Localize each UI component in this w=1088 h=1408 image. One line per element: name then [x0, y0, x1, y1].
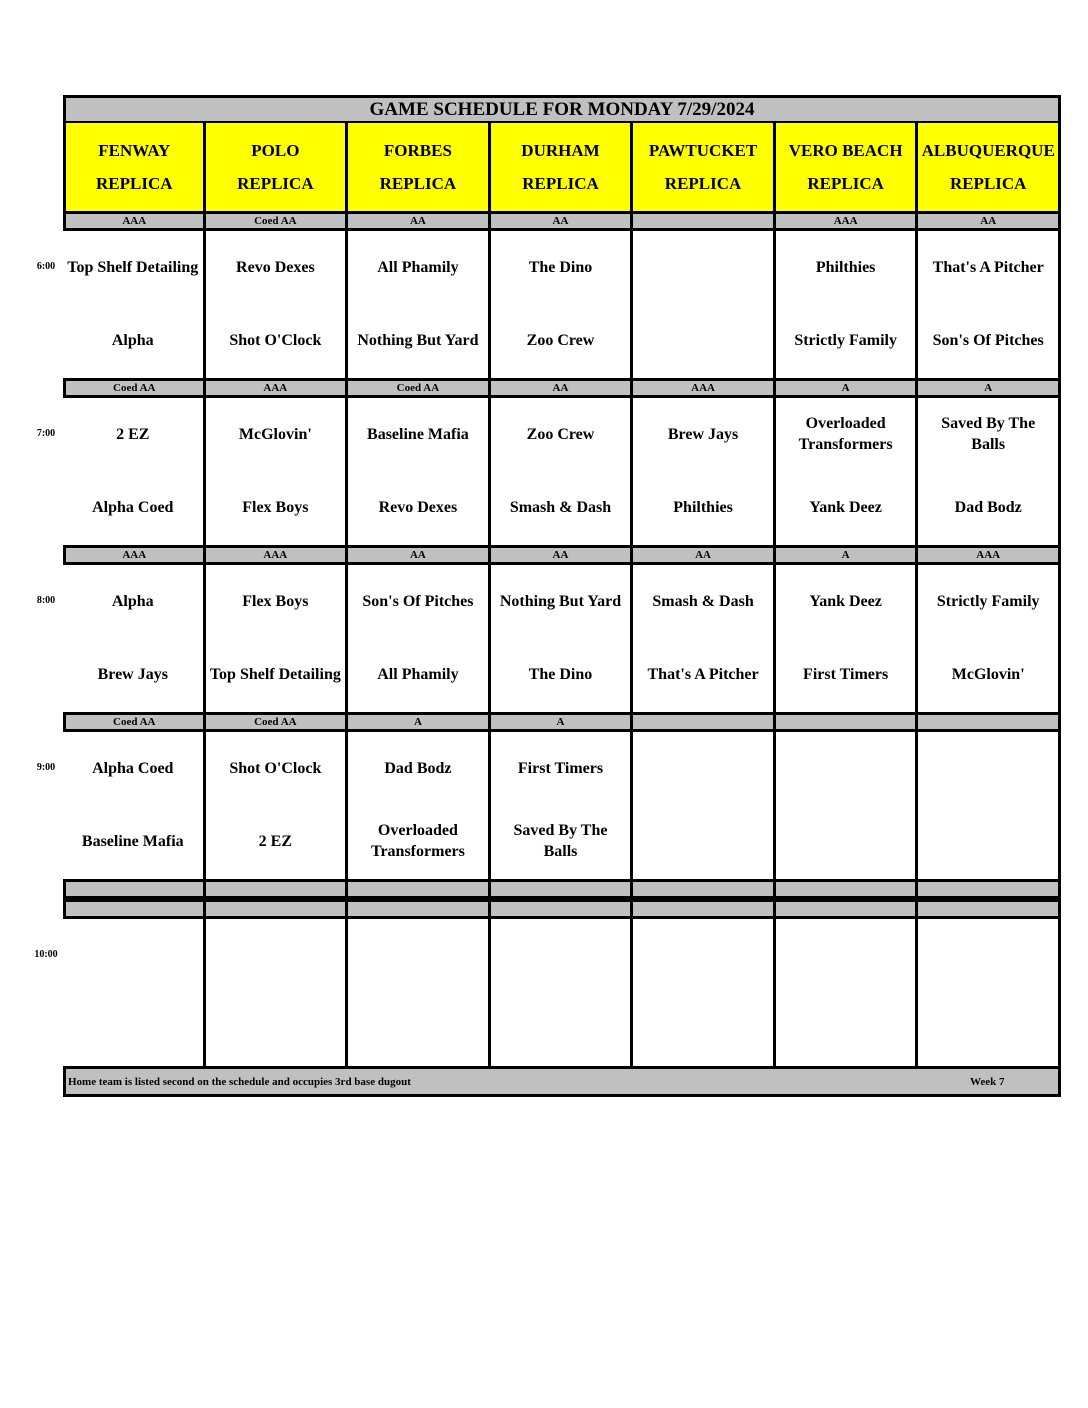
game-cell — [206, 919, 349, 1066]
field-header-forbes — [348, 123, 491, 211]
game-cell — [348, 398, 491, 545]
game-cell — [206, 398, 349, 545]
field-header-row — [63, 123, 1061, 211]
home-team: Philthies — [673, 498, 733, 516]
division-label — [63, 899, 206, 919]
game-cell — [63, 565, 206, 712]
division-label: AA — [348, 545, 491, 565]
field-name: ALBUQUERQUE — [921, 141, 1055, 160]
division-label: Coed AA — [206, 211, 349, 231]
away-team — [776, 744, 916, 792]
home-team: 2 EZ — [258, 832, 293, 850]
game-cell — [776, 565, 919, 712]
away-team: Philthies — [815, 258, 876, 276]
field-name: DURHAM — [521, 141, 600, 160]
field-sub: REPLICA — [807, 174, 884, 193]
away-team: Smash & Dash — [652, 592, 754, 610]
away-team: Overloaded Transformers — [798, 415, 893, 453]
field-header-pawtucket — [633, 123, 776, 211]
away-team — [348, 931, 488, 979]
away-team: Brew Jays — [667, 425, 739, 443]
away-team — [63, 931, 203, 979]
field-header-polo — [206, 123, 349, 211]
game-cell — [633, 231, 776, 378]
away-team — [633, 744, 773, 792]
division-label: AAA — [206, 378, 349, 398]
division-label: Coed AA — [348, 378, 491, 398]
away-team: Flex Boys — [242, 592, 309, 610]
game-cell — [206, 231, 349, 378]
game-cell — [776, 919, 919, 1066]
division-label: A — [776, 378, 919, 398]
time-label: 7:00 — [36, 428, 56, 439]
schedule-table — [34, 95, 1061, 1097]
game-cell — [776, 231, 919, 378]
division-label: AA — [491, 378, 634, 398]
field-name: FORBES — [383, 141, 452, 160]
game-cell — [63, 231, 206, 378]
game-row — [36, 398, 1061, 545]
away-team: All Phamily — [377, 258, 459, 276]
game-cell — [491, 732, 634, 879]
division-label: AA — [918, 211, 1061, 231]
home-team: Alpha Coed — [92, 498, 174, 516]
division-row — [63, 378, 1061, 398]
division-label: AAA — [206, 545, 349, 565]
game-cell — [776, 398, 919, 545]
game-cell — [918, 231, 1061, 378]
division-label — [348, 899, 491, 919]
home-team: The Dino — [528, 665, 593, 683]
game-row — [36, 231, 1061, 378]
division-label — [776, 712, 919, 732]
away-team: Shot O'Clock — [229, 759, 322, 777]
division-label — [633, 879, 776, 899]
week-label: Week 7 — [970, 1076, 1005, 1088]
away-team: Son's Of Pitches — [362, 592, 474, 610]
home-team: Saved By The Balls — [513, 822, 608, 860]
home-team: Flex Boys — [242, 498, 309, 516]
field-name: FENWAY — [98, 141, 171, 160]
game-cell — [918, 565, 1061, 712]
division-label — [206, 879, 349, 899]
away-team — [776, 931, 916, 979]
field-header-durham — [491, 123, 634, 211]
division-label — [918, 899, 1061, 919]
division-label: AA — [633, 545, 776, 565]
home-team: Revo Dexes — [378, 498, 458, 516]
footer-note: Home team is listed second on the schedule and occupies 3rd base dugout — [68, 1076, 411, 1088]
field-sub: REPLICA — [949, 174, 1027, 193]
away-team: Zoo Crew — [526, 425, 595, 443]
division-label: AAA — [63, 211, 206, 231]
away-team — [918, 931, 1058, 979]
game-cell — [348, 231, 491, 378]
home-team — [918, 817, 1058, 865]
field-header-vero-beach — [776, 123, 919, 211]
home-team: First Timers — [803, 665, 889, 683]
home-team: McGlovin' — [951, 665, 1025, 683]
game-cell — [491, 565, 634, 712]
home-team: Shot O'Clock — [229, 331, 322, 349]
division-label: Coed AA — [63, 378, 206, 398]
home-team — [633, 316, 773, 364]
away-team: Strictly Family — [936, 592, 1040, 610]
field-sub: REPLICA — [237, 174, 314, 193]
home-team: All Phamily — [377, 665, 459, 683]
game-cell — [63, 398, 206, 545]
division-label — [491, 879, 634, 899]
home-team: That's A Pitcher — [647, 665, 759, 683]
division-label: AAA — [776, 211, 919, 231]
away-team: McGlovin' — [238, 425, 312, 443]
division-label: AAA — [918, 545, 1061, 565]
away-team: Nothing But Yard — [499, 592, 622, 610]
game-cell — [63, 732, 206, 879]
game-row — [36, 732, 1061, 879]
away-team: Top Shelf Detailing — [67, 258, 199, 276]
schedule-title: GAME SCHEDULE FOR MONDAY 7/29/2024 — [63, 95, 1061, 123]
home-team: Overloaded Transformers — [370, 822, 465, 860]
game-cell — [776, 732, 919, 879]
game-cell — [348, 732, 491, 879]
division-row — [63, 899, 1061, 919]
division-row — [63, 879, 1061, 899]
game-cell — [63, 919, 206, 1066]
division-label: A — [348, 712, 491, 732]
division-label — [633, 712, 776, 732]
game-cell — [633, 565, 776, 712]
game-row — [34, 919, 1061, 1066]
division-label: AAA — [63, 545, 206, 565]
division-label: A — [776, 545, 919, 565]
game-cell — [633, 919, 776, 1066]
game-cell — [633, 398, 776, 545]
field-sub: REPLICA — [379, 174, 457, 193]
time-label: 10:00 — [34, 949, 58, 960]
away-team — [918, 744, 1058, 792]
home-team: Smash & Dash — [509, 498, 612, 516]
away-team: 2 EZ — [116, 425, 150, 443]
away-team: Saved By The Balls — [941, 415, 1036, 453]
division-label: AA — [491, 211, 634, 231]
division-label — [633, 899, 776, 919]
game-cell — [633, 732, 776, 879]
division-label — [918, 712, 1061, 732]
away-team: That's A Pitcher — [932, 258, 1044, 276]
division-label: AAA — [633, 378, 776, 398]
home-team — [206, 1004, 346, 1052]
game-cell — [918, 398, 1061, 545]
field-sub: REPLICA — [96, 174, 173, 193]
away-team — [491, 931, 631, 979]
away-team: Revo Dexes — [236, 258, 315, 276]
home-team — [633, 1004, 773, 1052]
time-slots — [34, 211, 1061, 1066]
game-cell — [918, 732, 1061, 879]
game-cell — [206, 565, 349, 712]
home-team — [633, 817, 773, 865]
division-label — [633, 211, 776, 231]
division-label: A — [918, 378, 1061, 398]
away-team — [206, 931, 346, 979]
division-row — [63, 211, 1061, 231]
division-label: AA — [491, 545, 634, 565]
home-team: Zoo Crew — [526, 331, 595, 349]
home-team: Dad Bodz — [954, 498, 1022, 516]
away-team — [633, 931, 773, 979]
home-team: Alpha — [111, 331, 154, 349]
home-team: Nothing But Yard — [357, 331, 479, 349]
time-label: 9:00 — [36, 762, 56, 773]
game-cell — [348, 919, 491, 1066]
field-sub: REPLICA — [522, 174, 599, 193]
away-team — [633, 243, 773, 291]
home-team — [63, 1004, 203, 1052]
time-label: 8:00 — [36, 595, 56, 606]
home-team: Baseline Mafia — [81, 832, 184, 850]
division-label — [491, 899, 634, 919]
division-label: Coed AA — [206, 712, 349, 732]
home-team — [776, 1004, 916, 1052]
field-name: POLO — [251, 141, 300, 160]
division-row — [63, 712, 1061, 732]
game-cell — [348, 565, 491, 712]
home-team — [776, 817, 916, 865]
game-cell — [491, 919, 634, 1066]
division-label — [918, 879, 1061, 899]
home-team: Yank Deez — [809, 498, 882, 516]
home-team — [491, 1004, 631, 1052]
division-label — [776, 899, 919, 919]
time-label: 6:00 — [36, 261, 56, 272]
game-row — [36, 565, 1061, 712]
division-label — [348, 879, 491, 899]
field-name: PAWTUCKET — [648, 141, 758, 160]
away-team: First Timers — [517, 759, 604, 777]
game-cell — [206, 732, 349, 879]
division-label — [63, 879, 206, 899]
home-team — [918, 1004, 1058, 1052]
away-team: The Dino — [528, 258, 593, 276]
game-cell — [918, 919, 1061, 1066]
home-team: Top Shelf Detailing — [209, 665, 341, 683]
field-name: VERO BEACH — [788, 141, 903, 160]
away-team: Dad Bodz — [384, 759, 452, 777]
division-label: A — [491, 712, 634, 732]
home-team — [348, 1004, 488, 1052]
away-team: Alpha — [111, 592, 154, 610]
footer-bar — [63, 1066, 1061, 1097]
division-label: Coed AA — [63, 712, 206, 732]
home-team: Strictly Family — [794, 331, 897, 349]
game-cell — [491, 231, 634, 378]
division-label: AA — [348, 211, 491, 231]
home-team: Brew Jays — [97, 665, 168, 683]
field-header-albuquerque — [918, 123, 1061, 211]
away-team: Alpha Coed — [92, 759, 174, 777]
home-team: Son's Of Pitches — [932, 331, 1044, 349]
field-header-fenway — [63, 123, 206, 211]
division-label — [206, 899, 349, 919]
game-cell — [491, 398, 634, 545]
field-sub: REPLICA — [664, 174, 742, 193]
away-team: Baseline Mafia — [367, 425, 469, 443]
division-label — [776, 879, 919, 899]
away-team: Yank Deez — [809, 592, 882, 610]
division-row — [63, 545, 1061, 565]
